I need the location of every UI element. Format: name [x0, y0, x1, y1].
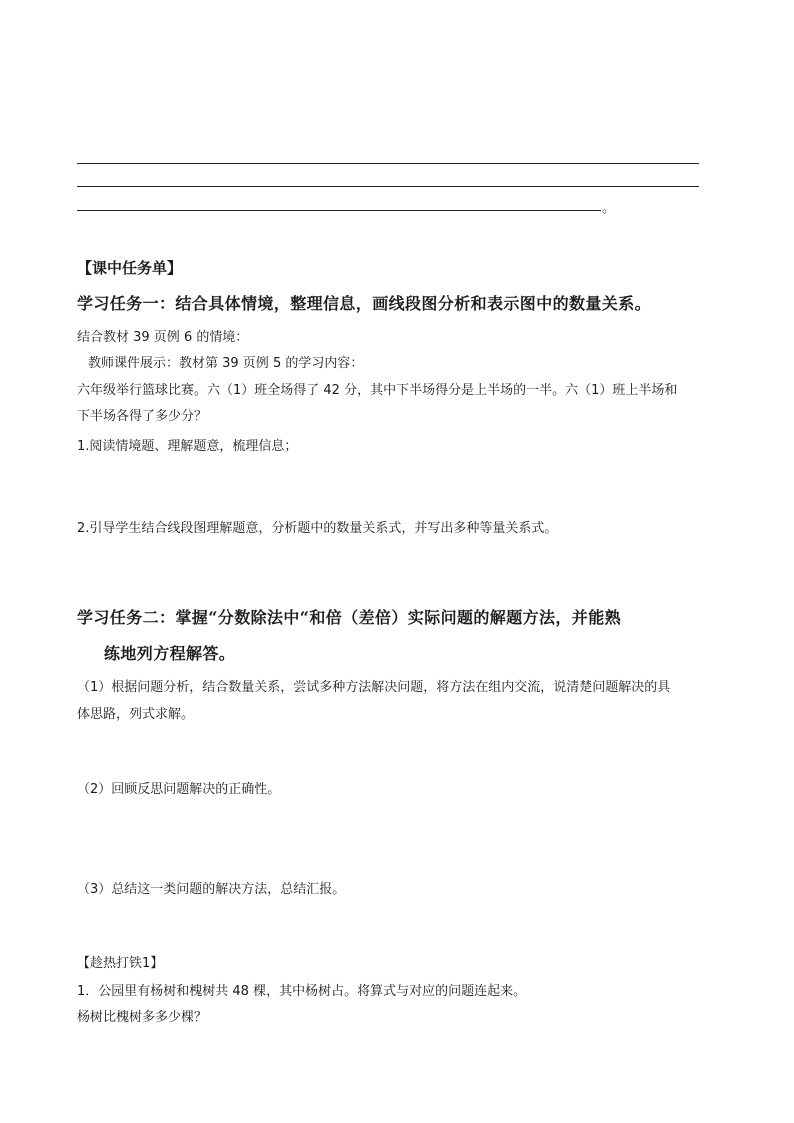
task1-step1: 1.阅读情境题、理解题意，梳理信息； — [77, 439, 298, 454]
answer-line-1 — [77, 163, 699, 164]
answer-end-mark: 。 — [602, 201, 616, 216]
answer-line-2 — [77, 186, 699, 187]
answer-line-3 — [77, 210, 601, 211]
task1-intro1: 结合教材 39 页例 6 的情境： — [77, 330, 249, 345]
task1-intro2: 教师课件展示：教材第 39 页例 5 的学习内容： — [88, 356, 364, 371]
task1-problem-line2: 下半场各得了多少分？ — [77, 409, 208, 424]
task1-problem-line1: 六年级举行篮球比赛。六（1）班全场得了 42 分，其中下半场得分是上半场的一半。六（1）班上半场和 — [77, 383, 678, 398]
task2-title-line2: 练地列方程解答。 — [104, 644, 236, 663]
practice-q1-sub: 杨树比槐树多多少棵？ — [77, 1010, 208, 1025]
task1-step2: 2.引导学生结合线段图理解题意，分析题中的数量关系式，并写出多种等量关系式。 — [77, 521, 558, 536]
task2-item1-line1: （1）根据问题分析，结合数量关系，尝试多种方法解决问题，将方法在组内交流，说清楚问题解决的具 — [77, 680, 671, 695]
task2-item2: （2）回顾反思问题解决的正确性。 — [77, 782, 281, 797]
practice-q1: 1．公园里有杨树和槐树共 48 棵，其中杨树占。将算式与对应的问题连起来。 — [77, 984, 527, 999]
task2-item3: （3）总结这一类问题的解决方法，总结汇报。 — [77, 882, 346, 897]
task1-title: 学习任务一：结合具体情境，整理信息，画线段图分析和表示图中的数量关系。 — [77, 294, 652, 313]
task2-title-line1: 学习任务二：掌握“分数除法中“和倍（差倍）实际问题的解题方法，并能熟 — [77, 608, 622, 627]
section-heading: 【课中任务单】 — [77, 259, 183, 277]
practice-heading: 【趁热打铁1】 — [77, 956, 164, 971]
task2-item1-line2: 体思路，列式求解。 — [77, 707, 195, 722]
